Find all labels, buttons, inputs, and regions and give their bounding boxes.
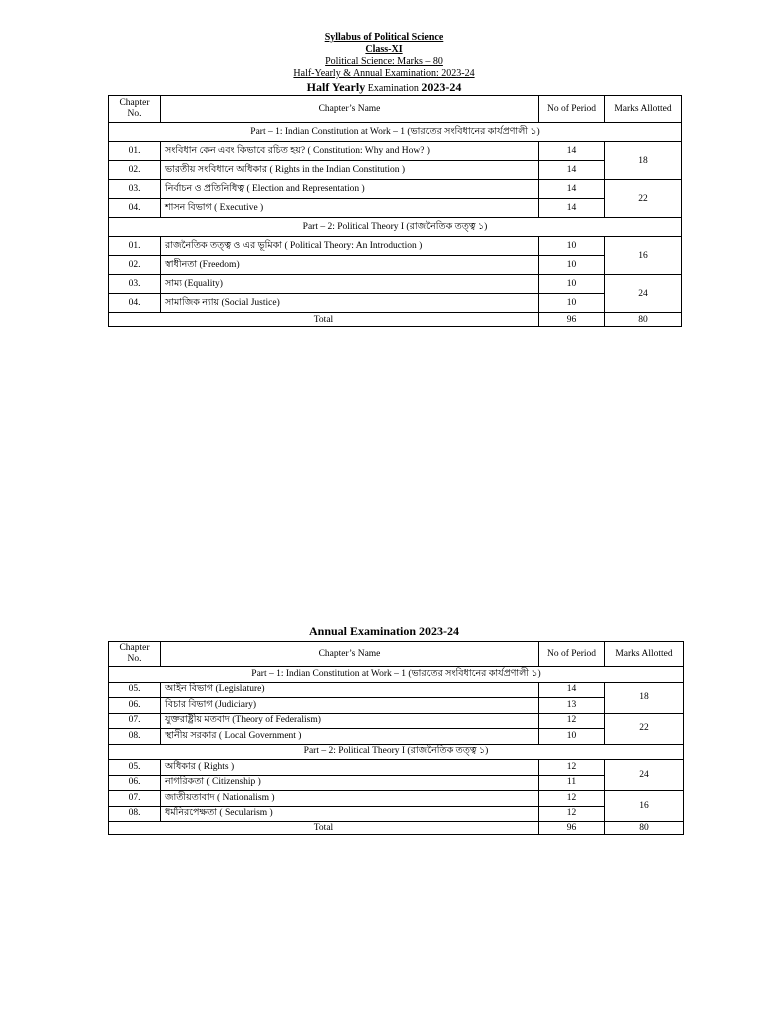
chapter-periods: 14 xyxy=(539,142,605,161)
part-heading-row xyxy=(109,667,684,683)
table-row xyxy=(109,682,684,698)
col-chapter-name: Chapter’s Name xyxy=(161,642,539,667)
marks-cell: 18 xyxy=(605,682,684,713)
chapter-no: 03. xyxy=(109,180,161,199)
chapter-no: 08. xyxy=(109,729,161,745)
total-label: Total xyxy=(109,822,539,835)
chapter-no: 07. xyxy=(109,791,161,807)
table-row xyxy=(109,806,684,822)
marks-cell: 16 xyxy=(605,791,684,822)
chapter-periods: 13 xyxy=(539,698,605,714)
half-yearly-heading xyxy=(0,80,768,96)
chapter-name: নাগরিকতা ( Citizenship ) xyxy=(161,775,539,791)
chapter-name: সামাজিক ন্যায় (Social Justice) xyxy=(161,294,539,313)
chapter-periods: 14 xyxy=(539,199,605,218)
chapter-periods: 12 xyxy=(539,791,605,807)
chapter-no: 06. xyxy=(109,698,161,714)
chapter-periods: 10 xyxy=(539,256,605,275)
table-row xyxy=(109,180,682,199)
marks-cell: 16 xyxy=(605,237,682,275)
total-row xyxy=(109,313,682,327)
chapter-no: 01. xyxy=(109,142,161,161)
chapter-no: 04. xyxy=(109,294,161,313)
total-periods: 96 xyxy=(539,313,605,327)
total-marks: 80 xyxy=(605,313,682,327)
half-yearly-bold-b: 2023-24 xyxy=(421,80,462,94)
chapter-no: 08. xyxy=(109,806,161,822)
chapter-no: 05. xyxy=(109,682,161,698)
chapter-name: রাজনৈতিক তত্ত্ব ও এর ভূমিকা ( Political Theory: An Introduction ) xyxy=(161,237,539,256)
chapter-periods: 11 xyxy=(539,775,605,791)
part2-heading: Part – 2: Political Theory I (রাজনৈতিক তত্ত্ব ১) xyxy=(109,218,682,237)
chapter-periods: 12 xyxy=(539,713,605,729)
col-periods: No of Period xyxy=(539,96,605,123)
marks-cell: 24 xyxy=(605,275,682,313)
table-row xyxy=(109,713,684,729)
chapter-periods: 10 xyxy=(539,729,605,745)
chapter-no: 03. xyxy=(109,275,161,294)
marks-cell: 22 xyxy=(605,713,684,744)
table-row xyxy=(109,256,682,275)
half-yearly-small: Examination xyxy=(367,83,419,94)
chapter-name: স্থানীয় সরকার ( Local Government ) xyxy=(161,729,539,745)
col-chapter-no: Chapter No. xyxy=(109,96,161,123)
part1-heading: Part – 1: Indian Constitution at Work – 1 (ভারতের সংবিধানের কার্যপ্রণালী ১) xyxy=(109,123,682,142)
annual-table xyxy=(108,641,684,835)
chapter-name: ধর্মনিরপেক্ষতা ( Secularism ) xyxy=(161,806,539,822)
annual-exam-title: Annual Examination 2023-24 xyxy=(308,624,460,638)
chapter-name: আইন বিভাগ (Legislature) xyxy=(161,682,539,698)
chapter-name: অধিকার ( Rights ) xyxy=(161,760,539,776)
table-row xyxy=(109,775,684,791)
table-header-row xyxy=(109,642,684,667)
document-header xyxy=(0,32,768,96)
chapter-name: যুক্তরাষ্ট্রীয় মতবাদ (Theory of Federalism) xyxy=(161,713,539,729)
marks-cell: 24 xyxy=(605,760,684,791)
syllabus-title: Syllabus of Political Science xyxy=(324,32,444,43)
chapter-no: 01. xyxy=(109,237,161,256)
total-row xyxy=(109,822,684,835)
table-row xyxy=(109,237,682,256)
chapter-name: বিচার বিভাগ (Judiciary) xyxy=(161,698,539,714)
chapter-periods: 10 xyxy=(539,275,605,294)
marks-line: Political Science: Marks – 80 xyxy=(325,56,443,67)
chapter-no: 06. xyxy=(109,775,161,791)
chapter-periods: 14 xyxy=(539,180,605,199)
chapter-name: সাম্য (Equality) xyxy=(161,275,539,294)
chapter-name: ভারতীয় সংবিধানে অধিকার ( Rights in the Indian Constitution ) xyxy=(161,161,539,180)
chapter-no: 05. xyxy=(109,760,161,776)
chapter-name: জাতীয়তাবাদ ( Nationalism ) xyxy=(161,791,539,807)
col-periods: No of Period xyxy=(539,642,605,667)
chapter-name: শাসন বিভাগ ( Executive ) xyxy=(161,199,539,218)
table-row xyxy=(109,161,682,180)
chapter-no: 02. xyxy=(109,256,161,275)
chapter-no: 04. xyxy=(109,199,161,218)
col-chapter-name: Chapter’s Name xyxy=(161,96,539,123)
table-row xyxy=(109,275,682,294)
table-row xyxy=(109,698,684,714)
marks-cell: 22 xyxy=(605,180,682,218)
total-marks: 80 xyxy=(605,822,684,835)
part-heading-row xyxy=(109,218,682,237)
marks-cell: 18 xyxy=(605,142,682,180)
chapter-no: 07. xyxy=(109,713,161,729)
chapter-no: 02. xyxy=(109,161,161,180)
chapter-periods: 12 xyxy=(539,760,605,776)
chapter-name: নির্বাচন ও প্রতিনিধিত্ব ( Election and Representation ) xyxy=(161,180,539,199)
table-row xyxy=(109,729,684,745)
table-header-row xyxy=(109,96,682,123)
part-heading-row xyxy=(109,744,684,760)
chapter-periods: 14 xyxy=(539,161,605,180)
chapter-periods: 14 xyxy=(539,682,605,698)
table-row xyxy=(109,142,682,161)
chapter-name: স্বাধীনতা (Freedom) xyxy=(161,256,539,275)
chapter-name: সংবিধান কেন এবং কিভাবে রচিত হয়? ( Constitution: Why and How? ) xyxy=(161,142,539,161)
class-label: Class-XI xyxy=(365,44,403,55)
exam-line: Half-Yearly & Annual Examination: 2023-24 xyxy=(293,68,475,79)
col-marks: Marks Allotted xyxy=(605,642,684,667)
table-row xyxy=(109,294,682,313)
chapter-periods: 10 xyxy=(539,294,605,313)
part1-heading: Part – 1: Indian Constitution at Work – 1 (ভারতের সংবিধানের কার্যপ্রণালী ১) xyxy=(109,667,684,683)
total-periods: 96 xyxy=(539,822,605,835)
table-row xyxy=(109,199,682,218)
col-chapter-no: Chapter No. xyxy=(109,642,161,667)
part-heading-row xyxy=(109,123,682,142)
half-yearly-bold-a: Half Yearly xyxy=(306,80,366,94)
total-label: Total xyxy=(109,313,539,327)
chapter-periods: 12 xyxy=(539,806,605,822)
part2-heading: Part – 2: Political Theory I (রাজনৈতিক তত্ত্ব ১) xyxy=(109,744,684,760)
table-row xyxy=(109,760,684,776)
chapter-periods: 10 xyxy=(539,237,605,256)
table-row xyxy=(109,791,684,807)
col-marks: Marks Allotted xyxy=(605,96,682,123)
half-yearly-table xyxy=(108,95,682,327)
